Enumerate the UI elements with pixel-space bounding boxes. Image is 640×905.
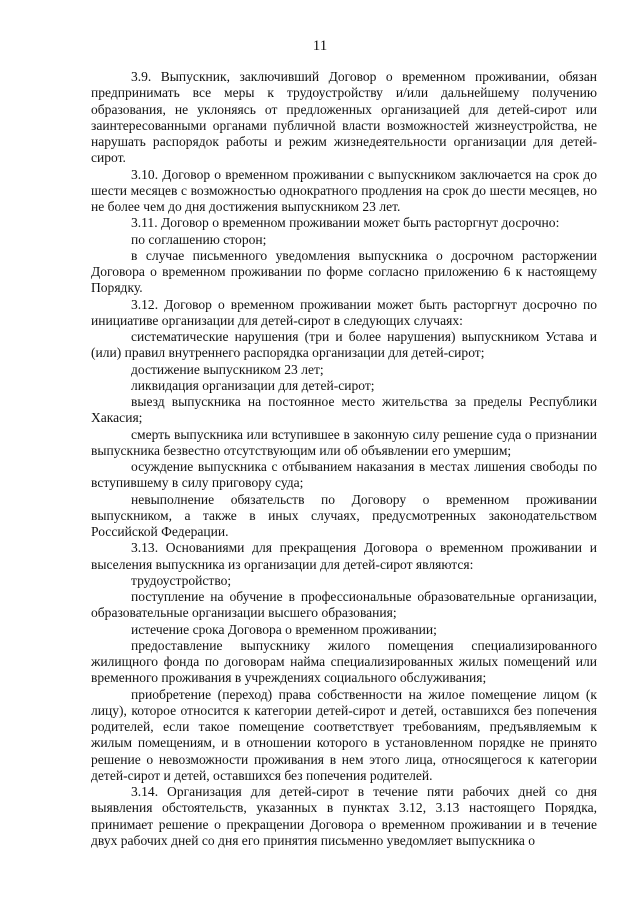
document-body	[91, 69, 597, 849]
paragraph-p3-12-f: осуждение выпускника с отбыванием наказания в местах лишения свободы по вступившему в силу приговору суда;	[91, 459, 597, 491]
page-number: 11	[312, 38, 328, 54]
paragraph-p3-12: 3.12. Договор о временном проживании может быть расторгнут досрочно по инициативе организации для детей-сирот в следующих случаях:	[91, 296, 597, 328]
paragraph-p3-13-c: истечение срока Договора о временном проживании;	[131, 621, 437, 637]
paragraph-p3-12-a: систематические нарушения (три и более нарушения) выпускником Устава и (или) правил внутреннего распорядка организации для детей-сирот;	[91, 329, 597, 361]
paragraph-p3-11-b: в случае письменного уведомления выпускника о досрочном расторжении Договора о временном проживании по форме согласно приложению 6 к настоящему Порядку.	[91, 247, 597, 296]
paragraph-p3-13: 3.13. Основаниями для прекращения Договора о временном проживании и выселения выпускника из организации для детей-сирот являются:	[91, 540, 597, 572]
paragraph-p3-11-a: по соглашению сторон;	[131, 231, 267, 247]
paragraph-p3-12-e: смерть выпускника или вступившее в законную силу решение суда о признании выпускника безвестно отсутствующим или об объявлении его умершим;	[91, 426, 597, 458]
paragraph-p3-13-b: поступление на обучение в профессиональные образовательные организации, образовательные организации высшего образования;	[91, 589, 597, 621]
paragraph-p3-12-b: достижение выпускником 23 лет;	[131, 361, 324, 377]
paragraph-p3-13-e: приобретение (переход) права собственности на жилое помещение лицом (к лицу), которое относится к категории детей-сирот и детей, оставшихся без попечения родителей, если такое помещение соответствует требованиям, предъявляемым к жилым помещениям, и в отношении которого в установленном порядке не принято решение о невозможности проживания в нем этого лица, относящегося к категории детей-сирот и детей, оставшихся без попечения родителей.	[91, 686, 597, 783]
paragraph-p3-12-g: невыполнение обязательств по Договору о временном проживании выпускником, а также в иных случаях, предусмотренных законодательством Российской Федерации.	[91, 491, 597, 539]
paragraph-p3-13-a: трудоустройство;	[131, 572, 232, 588]
paragraph-p3-11: 3.11. Договор о временном проживании может быть расторгнут досрочно:	[131, 215, 560, 231]
paragraph-p3-12-c: ликвидация организации для детей-сирот;	[131, 377, 375, 393]
paragraph-p3-9: 3.9. Выпускник, заключивший Договор о временном проживании, обязан предпринимать все меры к трудоустройству и/или дальнейшему получению образования, не уклоняясь от предложенных организацией для детей-сирот или заинтересованными органами публичной власти возможностей жизнеустройства, не нарушать распорядок работы и режим жизнедеятельности организации для детей-сирот.	[91, 69, 597, 166]
paragraph-p3-13-d: предоставление выпускнику жилого помещения специализированного жилищного фонда по договорам найма специализированных жилых помещений или временного проживания в учреждениях социального обслуживания;	[91, 637, 597, 686]
paragraph-p3-12-d: выезд выпускника на постоянное место жительства за пределы Республики Хакасия;	[91, 394, 597, 426]
paragraph-p3-10: 3.10. Договор о временном проживании с выпускником заключается на срок до шести месяцев с возможностью однократного продления на срок до шести месяцев, но не более чем до дня достижения выпускником 23 лет.	[91, 166, 597, 214]
paragraph-p3-14: 3.14. Организация для детей-сирот в течение пяти рабочих дней со дня выявления обстоятельств, указанных в пунктах 3.12, 3.13 настоящего Порядка, принимает решение о прекращении Договора о временном проживании и в течение двух рабочих дней со дня его принятия письменно уведомляет выпускника о	[91, 784, 597, 848]
